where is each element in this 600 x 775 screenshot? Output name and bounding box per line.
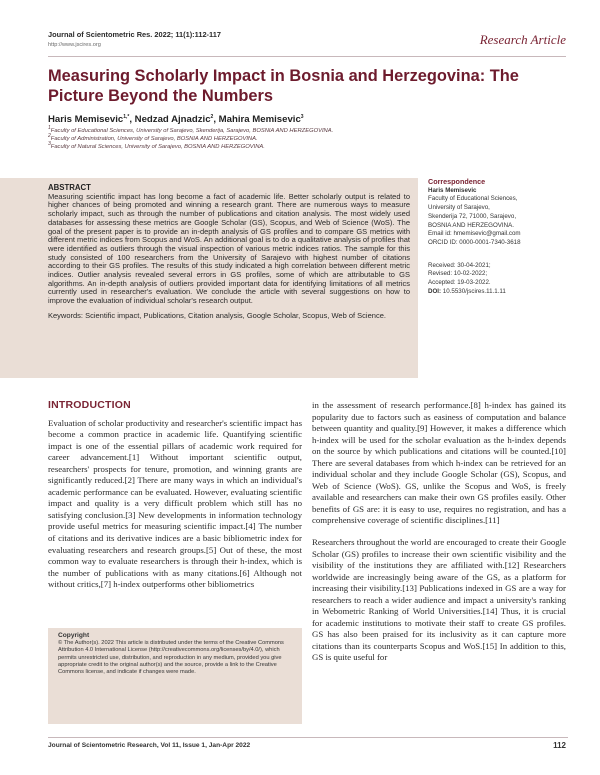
keywords: Keywords: Scientific impact, Publications, Citation analysis, Google Scholar, Scopus, Web of Science. xyxy=(48,310,386,320)
author-1: Haris Memisevic xyxy=(48,114,124,125)
affiliation-item: $^2$Faculty of Administration, University of Sarajevo, BOSNIA AND HERZEGOVINA. xyxy=(48,133,258,143)
copyright-text: © The Author(s). 2022 This article is distributed under the terms of the Creative Commons Attribution 4.0 International License (http://creativecommons.org/licenses/by/4.0/), which permits unrestricted use, distribution, and reproduction in any medium, provided you give appropriate credit to the original author(s) and the source, provide a link to the Creative Commons license, and indicate if changes were made. xyxy=(58,640,284,676)
affiliation-item: $^3$Faculty of Natural Sciences, University of Sarajevo, BOSNIA AND HERZEGOVINA. xyxy=(48,141,265,151)
correspondence-email[interactable]: Email id: hmemisevic@gmail.com xyxy=(428,230,521,238)
page-number: 112 xyxy=(553,741,566,750)
correspondence-title: Correspondence xyxy=(428,177,486,186)
article-title: Measuring Scholarly Impact in Bosnia and Herzegovina: The Picture Beyond the Numbers xyxy=(48,67,519,105)
received-date: Received: 30-04-2021; xyxy=(428,261,491,269)
abstract-label: ABSTRACT xyxy=(48,183,91,192)
copyright-title: Copyright xyxy=(58,632,90,639)
footer-divider xyxy=(48,737,568,738)
abstract-text: Measuring scientific impact has long become a fact of academic life. Better scholarly output is related to higher chances of being promoted and winning a research grant. There are numerous ways to measure scholarly impact, such as through the number of publications and citation analysis. The most widely used databases for assessing these metrics are Google Scholar (GS), Scopus, and Web of Science (WoS). The goal of the present paper is to provide an in-depth analysis of GS profiles and to compare GS metrics with different metric indices from Scopus and WoS. An additional goal is to do a qualitative analysis of profiles that were identified as outliers through the visual inspection of various metric indices ratios. The sample for this study consisted of 100 researchers from the University of Sarajevo with highest number of citations according to their GS profiles. The results of this study indicated a high correlation between different metric indices. Outlier analysis revealed several errors in GS profiles, some of which are attributable to GS algorithms. An in-depth analysis of outliers provided important data for identifying limitations of all metrics currently used in researcher's evaluation. We conclude the article with several suggestions on how to improve the evaluation of individual scholar's research output. xyxy=(48,191,411,306)
abstract xyxy=(48,184,410,321)
correspondence-line: Skenderija 72, 71000, Sarajevo, xyxy=(428,212,517,220)
author-list: Haris Memisevic$^{1,*}$, Nedzad Ajnadzic$^2$, Mahira Memisevic$^3$ xyxy=(48,113,304,125)
journal-citation: Journal of Scientometric Res. 2022; 11(1):112-117 xyxy=(48,30,221,39)
affiliations xyxy=(48,127,448,152)
header-divider xyxy=(48,56,566,57)
footer-journal: Journal of Scientometric Research, Vol 11, Issue 1, Jan-Apr 2022 xyxy=(48,742,251,749)
revised-date: Revised: 10-02-2022; xyxy=(428,270,488,278)
section-heading-introduction: INTRODUCTION xyxy=(48,399,131,411)
correspondence-line: University of Sarajevo, xyxy=(428,204,490,212)
body-column-left xyxy=(48,400,302,591)
body-column-right xyxy=(312,400,566,664)
correspondence-orcid[interactable]: ORCID ID: 0000-0001-7340-3618 xyxy=(428,238,521,246)
author-3: , Mahira Memisevic xyxy=(213,114,301,125)
copyright-box xyxy=(48,628,302,724)
doi[interactable]: DOI: 10.5530/jscires.11.1.11 xyxy=(428,287,506,295)
journal-url[interactable]: http://www.jscires.org xyxy=(48,42,101,48)
intro-paragraph: Researchers throughout the world are encouraged to create their Google Scholar (GS) profiles to increase their own scientific visibility and the visibility of the institutions they are affiliated with.[12] Researchers worldwide are increasingly being aware of the GS, as a platform for increasing their visibility.[13] Publications indexed in GS are a way for researchers to reach a wider audience and impact a university's ranking in Webometric Ranking of World Universities.[14] Thus, it is crucial for academic institutions to motivate their staff to create GS profiles. GS has also been praised for its inclusivity as it can capture more citations than its counterparts Scopus and WoS.[15] In addition to this, GS is quite useful for xyxy=(312,537,566,663)
author-2: , Nedzad Ajnadzic xyxy=(129,114,211,125)
accepted-date: Accepted: 19-03-2022. xyxy=(428,279,491,287)
correspondence-line: Faculty of Educational Sciences, xyxy=(428,195,518,203)
article-type-label: Research Article xyxy=(479,32,566,47)
correspondence-name: Haris Memisevic xyxy=(428,186,477,194)
intro-paragraph: Evaluation of scholar productivity and researcher's scientific impact has become a common practice in academic life. Quantifying scientific impact is one of the essential pillars of academic work required for career advancement.[1] Without important scientific output, researchers' prospects for tenure, promotion, and winning grants are significantly reduced.[2] There are many ways in which an individual's academic performance can be evaluated. However, evaluating scientific impact and quality is a very difficult problem which still has no satisfying conclusion.[3] New developments in information technology provide useful metrics for measuring scientific impact.[4] The number of citations and its derivative indices are a basic bibliometric index for evaluating researchers and research groups.[5] Out of these, the most common way to evaluate researchers is through their h-index, which is the number of publications with as many citations.[6] Although not without critics,[7] h-index outperforms other bibliometrics xyxy=(48,417,302,590)
intro-paragraph: in the assessment of research performance.[8] h-index has gained its popularity due to factors such as easiness of computation and balance between quantity and quality.[9] However, it makes a difference which h-index will be used for the scholar evaluation as the h-index depends on the source by which publications and citations will be counted.[10] There are several databases from which h-index can be retrieved for an individual scholar and they include Google Scholar (GS), Scopus, and Web of Science (WoS). GS, unlike the Scopus and WoS, is freely available and researchers can make their own GS profiles easily. Other benefits of GS are: it is easy to use, requires no registration, and has a comprehensive coverage of scientific disciplines.[11] xyxy=(312,400,566,526)
correspondence-panel xyxy=(428,178,578,296)
affiliation-item: $^1$Faculty of Educational Sciences, University of Sarajevo, Skenderija, Sarajevo, BOSNIA AND HERZEGOVINA. xyxy=(48,125,334,134)
journal-header xyxy=(48,30,221,50)
correspondence-line: BOSNIA AND HERZEGOVINA. xyxy=(428,221,514,229)
